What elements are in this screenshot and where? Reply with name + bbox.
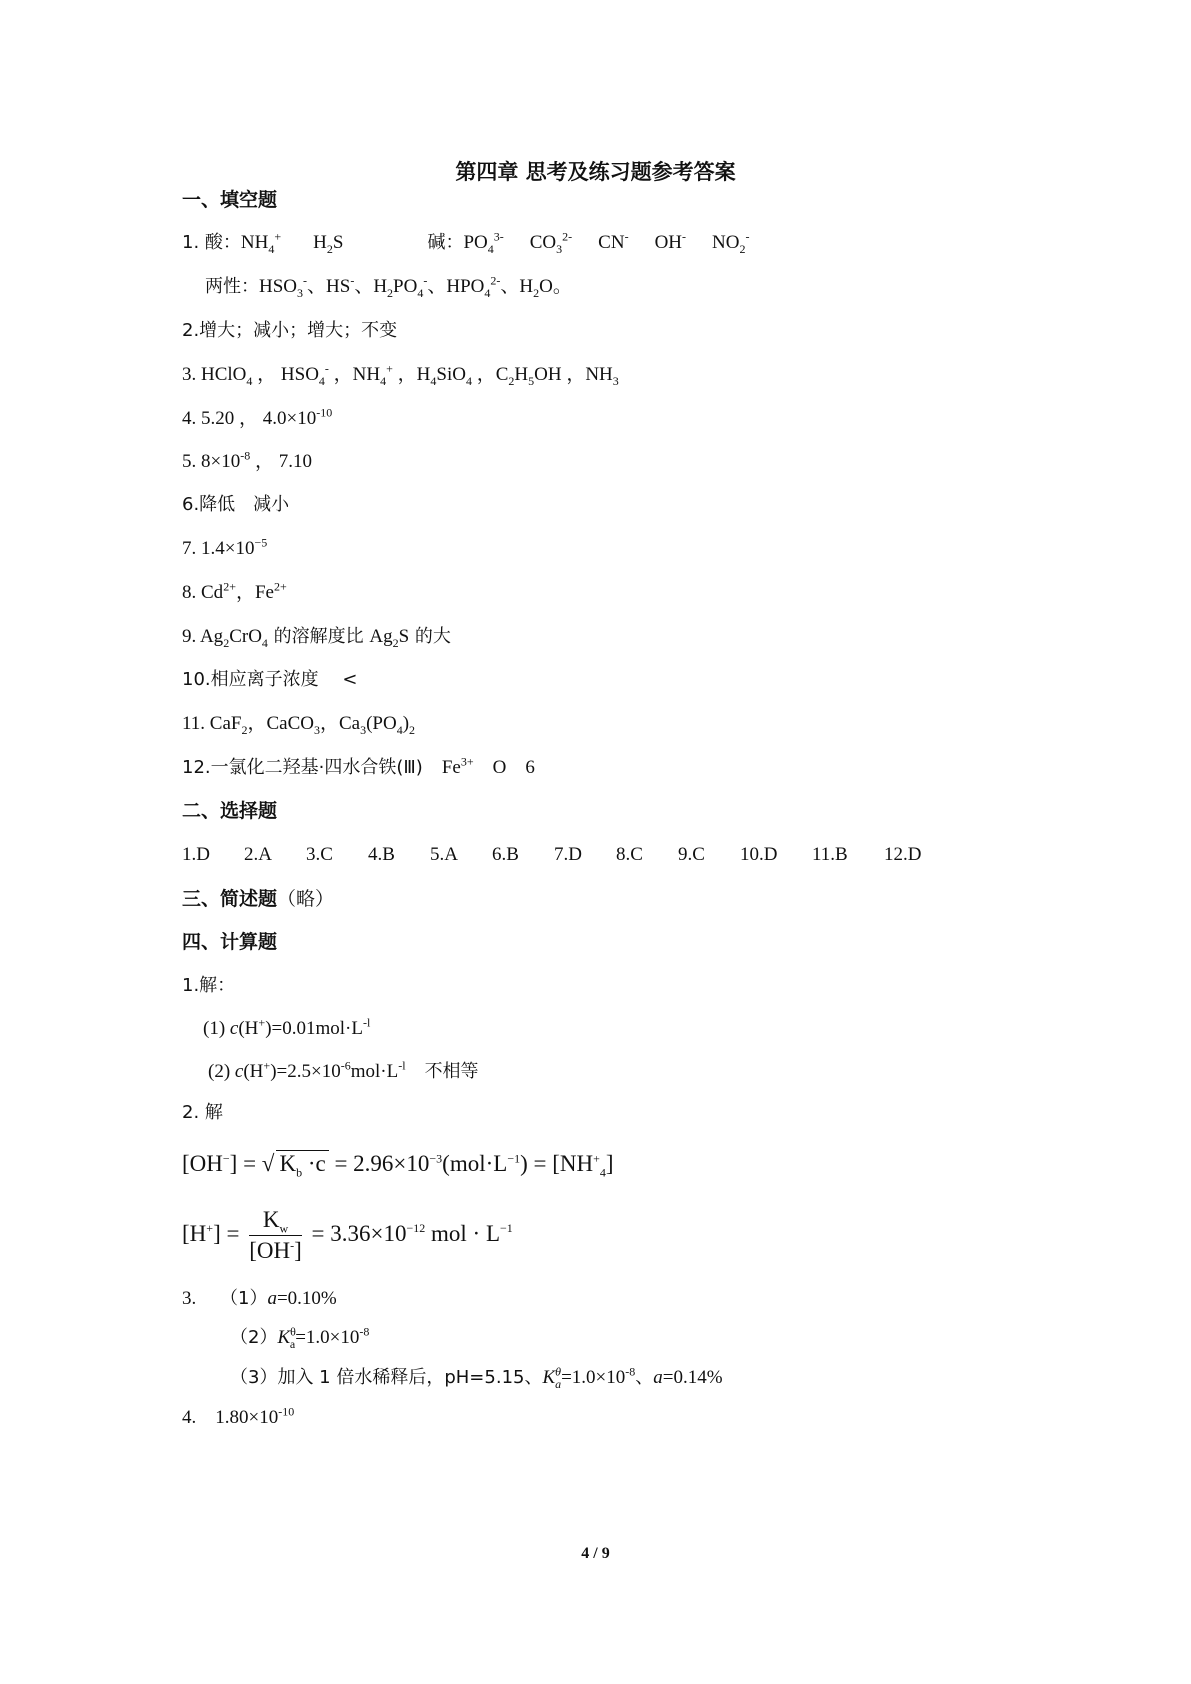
choice-answer: 6.B xyxy=(492,844,519,865)
section-calculation: 四、计算题 xyxy=(182,931,278,953)
calc-3-dilute-text: （3）加入 1 倍水稀释后，pH=5.15、 xyxy=(230,1367,543,1388)
section-short-answer: 三、简述题（略） xyxy=(182,888,335,910)
choice-answer: 12.D xyxy=(884,844,922,865)
fill-answer-2: 2.增大；减小；增大；不变 xyxy=(182,320,398,341)
answer-12-name: 12.一氯化二羟基·四水合铁(Ⅲ) xyxy=(182,757,423,778)
calc-1-part-1: (1) $c(H^+)=0.01mol\cdot L^{-l}$ xyxy=(203,1015,371,1039)
answer-1-prefix: 1. 酸： xyxy=(182,232,241,253)
calc-3-part-3: （3）加入 1 倍水稀释后，pH=5.15、$K^\theta_a=1.0\times 10^{-8}$、a=0.14% xyxy=(230,1364,723,1391)
fill-answer-5: 5. $8\times 10^{-8}$ ， 7.10 xyxy=(182,448,312,472)
choice-answer: 9.C xyxy=(678,844,705,865)
calc-1-heading: 1.解： xyxy=(182,975,236,996)
calc-2-equation-oh: [OH−] = √ $K_b \cdot c = 2.96\times 10^{-3}(mol\cdot L^{-1}) = [NH^+_4]$ xyxy=(182,1151,614,1180)
section-multiple-choice: 二、选择题 xyxy=(182,800,278,822)
calc-2-equation-h: [H+] = $\frac{K_w}{[OH^-]}$ = $3.36\times 10^{-12}$ mol · $L^{-1}$ xyxy=(182,1207,513,1263)
choice-answer: 2.A xyxy=(244,844,272,865)
calc-3-part-2: $(2)K^\theta_a=1.0\times 10^{-8}$ xyxy=(230,1324,370,1351)
answer-1-amph-end: 。 xyxy=(552,276,572,297)
calc-1-part-2: (2) $c(H^+)=2.5\times 10^{-6}mol\cdot L^{-l}$ 不相等 xyxy=(208,1058,479,1082)
choice-answer: 10.D xyxy=(740,844,778,865)
choice-answer: 5.A xyxy=(430,844,458,865)
fill-answer-7: 7. $1.4\times 10^{-5}$ xyxy=(182,535,268,559)
choice-answer: 11.B xyxy=(812,844,848,865)
choice-answer: 1.D xyxy=(182,844,210,865)
fill-answer-3: 3. HClO$_4$ ， $HSO_4^-$ ，$NH_4^+$ ，$H_4SiO_4$ ，$C_2H_5OH$ ，$NH_3$ xyxy=(182,361,619,388)
fill-answer-4: 4. 5.20 ， $4.0\times 10^{-10}$ xyxy=(182,405,333,429)
calc-3-part-1: 3. （1）a=0.10% xyxy=(182,1288,337,1309)
calc-4-answer: 4. $1.80\times 10^{-10}$ xyxy=(182,1404,295,1428)
page-number: 4 / 9 xyxy=(581,1545,610,1562)
fill-answer-11: 11. CaF$_2$，CaCO$_3$，$Ca_3(PO_4)_2$ xyxy=(182,713,416,737)
calc-2-heading: 2. 解 xyxy=(182,1102,223,1123)
choice-answer: 4.B xyxy=(368,844,395,865)
fill-answer-6: 6.降低 减小 xyxy=(182,494,290,515)
fill-answer-1-acids-bases: 1. 酸：$NH_4^+$ $H_2S$ 碱：$PO_4^{3-}$ $CO_3^{2-}$ CN- OH- $NO_2^-$ xyxy=(182,229,750,256)
fill-answer-8: 8. $Cd^{2+}$，$Fe^{2+}$ xyxy=(182,579,287,603)
choice-answer: 3.C xyxy=(306,844,333,865)
fill-answer-1-amphoteric: 两性：$HSO_3^-$、HS-、$H_2PO_4^-$、$HPO_4^{2-}$、$H_2O$。 xyxy=(205,273,572,300)
fill-answer-12: 12.一氯化二羟基·四水合铁(Ⅲ) $Fe^{3+}$ O 6 xyxy=(182,754,535,778)
answer-1-amph-label: 两性： xyxy=(205,276,259,297)
choice-answer: 8.C xyxy=(616,844,643,865)
choice-answers-row xyxy=(182,844,946,866)
answer-1-base-label: 碱： xyxy=(427,232,464,253)
fill-answer-10: 10.相应离子浓度 < xyxy=(182,669,358,690)
calc-1-note: 不相等 xyxy=(424,1061,479,1082)
choice-answer: 7.D xyxy=(554,844,582,865)
page-title: 第四章 思考及练习题参考答案 xyxy=(455,160,736,184)
fill-answer-9: 9. $Ag_2CrO_4$ 的溶解度比 $Ag_2S$ 的大 xyxy=(182,626,451,650)
section-fill-blank: 一、填空题 xyxy=(182,189,278,211)
kw-fraction: $\frac{K_w}{[OH^-]}$ xyxy=(249,1207,302,1263)
